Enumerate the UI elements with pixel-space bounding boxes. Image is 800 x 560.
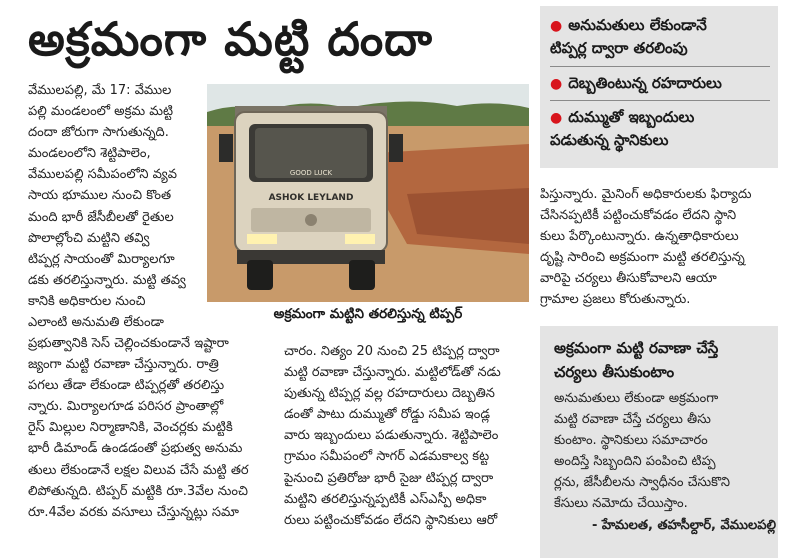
text-line: దృష్టి సారించి అక్రమంగా మట్టి తరలిస్తున్న: [540, 250, 745, 266]
text-line: గ్రామం సమీపంలో సాగర్ ఎడమకాల్వ కట్ట: [284, 449, 490, 465]
highlight-line: దుమ్ముతో ఇబ్బందులు: [568, 108, 695, 126]
highlight-line: అనుమతులు లేకుండానే: [568, 16, 707, 34]
quote-line: కేసులు నమోదు చేయిస్తాం.: [554, 496, 688, 511]
highlight-item: [550, 14, 772, 59]
text-line: పైనుంచి ప్రతిరోజు భారీ సైజు టిప్పర్ల ద్వారా: [284, 470, 494, 486]
quote-title: [554, 336, 774, 384]
text-line: పిస్తున్నారు. మైనింగ్ అధికారులకు ఫిర్యాదు: [540, 187, 752, 202]
highlight-item: [550, 72, 772, 95]
text-line: కానికి అధికారుల నుంచి: [28, 293, 146, 309]
headlight: [247, 234, 277, 244]
side-mirror: [389, 134, 403, 162]
text-line: చేసినప్పటికీ పట్టించుకోవడం లేదని స్థాని: [540, 208, 737, 224]
text-line: మట్టి రవాణా చేస్తున్నారు. మట్టిలోడ్‌తో నడు: [284, 365, 501, 381]
article-column-middle: [284, 341, 530, 531]
text-line: ప్రభుత్వానికి సెస్ చెల్లించకుండానే ఇష్టారా: [28, 336, 229, 351]
bullet-icon: ●: [550, 76, 563, 92]
quote-line: అనుమతులు లేకుండా అక్రమంగా: [554, 391, 719, 406]
text-line: తులు లేకుండానే లక్షల విలువ చేసే మట్టి తర: [28, 462, 249, 478]
article-column-left-lower: [28, 333, 274, 523]
divider: [550, 66, 770, 67]
text-line: వేములపల్లి, మే 17: వేముల: [28, 83, 172, 98]
text-line: వేములపల్లి సమీపంలోని వ్యవ: [28, 167, 177, 183]
quote-line: మట్టి రవాణా చేస్తే చర్యలు తీసు: [554, 412, 711, 427]
logo-icon: [305, 214, 317, 226]
quote-line: అందిస్తే సిబ్బందిని పంపించి టిప్ప: [554, 454, 716, 469]
official-quote-box: [540, 326, 778, 558]
text-line: రూ.4వేల వరకు వసూలు చేస్తున్నట్లు సమా: [28, 504, 239, 520]
wheel: [247, 260, 273, 290]
text-line: సాయ భూముల నుంచి కొంత: [28, 188, 172, 204]
windshield-text: GOOD LUCK: [289, 169, 333, 177]
text-line: ఎలాంటి అనుమతి లేకుండా: [28, 315, 164, 331]
text-line: వారు ఇబ్బందులు పడుతున్నారు. శెట్టిపాలెం: [284, 428, 499, 444]
text-line: టిప్పర్ల సాయంతో మిర్యాలగూ: [28, 251, 175, 267]
photo-caption: అక్రమంగా మట్టిని తరలిస్తున్న టిప్పర్: [273, 306, 463, 322]
highlight-line: పడుతున్న స్థానికులు: [550, 131, 669, 149]
text-line: మట్టిని తరలిస్తున్నప్పటికీ ఎస్ఎస్పీ అధికా: [284, 491, 487, 507]
bullet-icon: ●: [550, 110, 563, 126]
text-line: భారీ డిమాండ్ ఉండడంతో ప్రభుత్వ అనుమ: [28, 441, 243, 457]
text-line: పల్లి మండలంలో అక్రమ మట్టి: [28, 104, 174, 120]
wheel: [349, 260, 375, 290]
text-line: కులు పేర్కొంటున్నారు. ఉన్నతాధికారులు: [540, 229, 739, 245]
quote-body: [554, 388, 774, 514]
text-line: జ్యంగా మట్టి రవాణా చేస్తున్నారు. రాత్రి: [28, 357, 219, 373]
text-line: రైస్ మిల్లుల నిర్మాణానికి, వెంచర్లకు మట్టికి: [28, 420, 233, 436]
text-line: డకు తరలిస్తున్నారు. మట్టి తవ్వ: [28, 272, 186, 288]
quote-signature: - హేమలత, తహసీల్దార్, వేములపల్లి: [591, 518, 776, 533]
quote-line: ర్లను, జేసీబీలను స్వాధీనం చేసుకొని: [554, 475, 730, 490]
text-line: రులు పట్టించుకోవడం లేదని స్థానికులు ఆరో: [284, 512, 498, 528]
text-line: వారిపై చర్యలు తీసుకోవాలని ఆయా: [540, 271, 717, 287]
text-line: పొలాల్లోంచి మట్టిని తవ్వి: [28, 230, 150, 246]
quote-title-line: అక్రమంగా మట్టి రవాణా చేస్తే: [554, 339, 719, 357]
text-line: గ్రామాల ప్రజలు కోరుతున్నారు.: [540, 292, 691, 308]
side-mirror: [219, 134, 233, 162]
truck-illustration: [207, 84, 529, 302]
highlights-box: [540, 6, 778, 168]
text-line: పుతున్న టిప్పర్ల వల్ల రహదారులు దెబ్బతిన: [284, 386, 495, 402]
highlight-line: టిప్పర్ల ద్వారా తరలింపు: [550, 39, 688, 57]
text-line: మంది భారీ జేసీబీలతో రైతుల: [28, 209, 174, 225]
divider: [550, 100, 770, 101]
text-line: మండలంలోని శెట్టిపాలెం,: [28, 146, 151, 162]
text-line: న్నారు. మిర్యాలగూడ పరిసర ప్రాంతాల్లో: [28, 399, 224, 415]
text-line: చారం. నిత్యం 20 నుంచి 25 టిప్పర్ల ద్వారా: [284, 344, 500, 359]
brand-text: ASHOK LEYLAND: [268, 193, 354, 203]
article-column-right: [540, 184, 780, 311]
article-column-left: [28, 80, 200, 333]
highlight-line: దెబ్బతింటున్న రహదారులు: [568, 74, 722, 92]
highlight-item: [550, 106, 772, 151]
headline: అక్రమంగా మట్టి దందా: [28, 12, 434, 66]
tipper-truck-photo: [207, 84, 529, 302]
bullet-icon: ●: [550, 18, 563, 34]
headlight: [345, 234, 375, 244]
text-line: డంతో పాటు దుమ్ముతో రోడ్డు సమీప ఇండ్ల: [284, 407, 490, 423]
quote-line: కుంటాం. స్థానికులు సమాచారం: [554, 433, 708, 448]
quote-title-line: చర్యలు తీసుకుంటాం: [554, 363, 675, 381]
text-line: పగలు తేడా లేకుండా టిప్పర్లతో తరలిస్తు: [28, 378, 225, 394]
text-line: దందా జోరుగా సాగుతున్నది.: [28, 125, 169, 141]
text-line: లిపోతున్నది. టిప్పర్ మట్టికి రూ.3వేల నుంచి: [28, 483, 248, 499]
